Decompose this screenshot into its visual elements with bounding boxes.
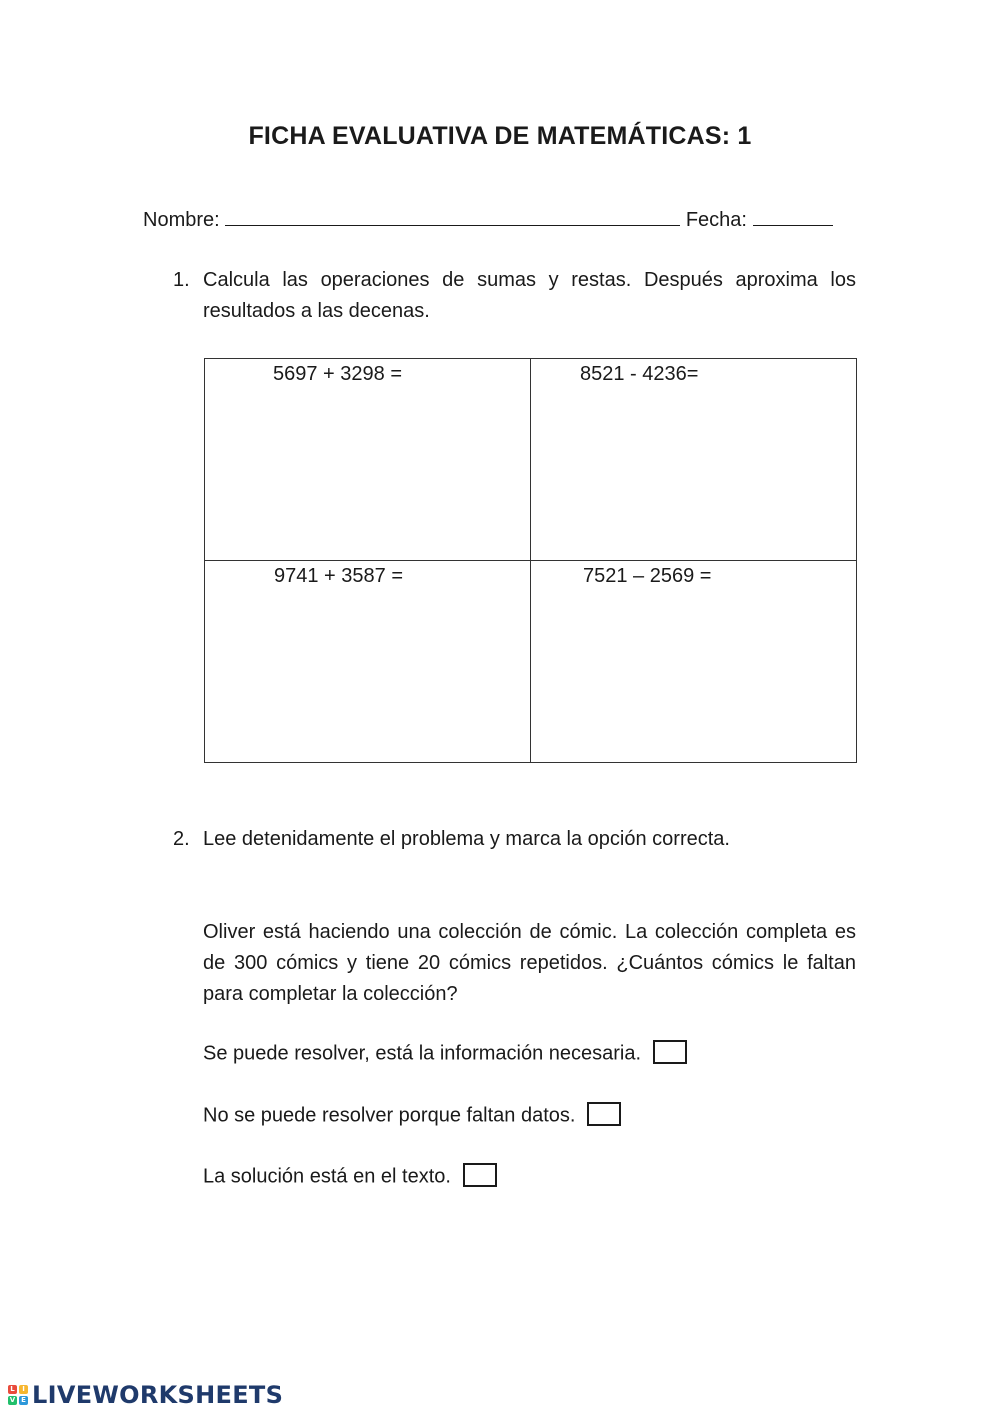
operations-table [204, 358, 857, 763]
operation-cell[interactable] [531, 561, 857, 763]
logo-square: V [9, 1396, 16, 1404]
option-label: La solución está en el texto. [203, 1165, 451, 1188]
question-2 [173, 824, 856, 855]
option-item [203, 1104, 621, 1128]
operation-text: 8521 - 4236= [580, 363, 699, 385]
name-field[interactable] [225, 205, 680, 226]
page-title: FICHA EVALUATIVA DE MATEMÁTICAS: 1 [248, 122, 752, 150]
question-1 [173, 265, 856, 327]
question-text: Calcula las operaciones de sumas y restas. Después aproxima los resultados a las decenas. [203, 269, 856, 322]
date-label: Fecha: [685, 209, 747, 231]
option-checkbox[interactable] [587, 1102, 621, 1126]
option-label: No se puede resolver porque faltan datos. [203, 1104, 576, 1127]
option-item [203, 1042, 687, 1066]
logo-square: I [19, 1385, 28, 1394]
option-item [203, 1165, 497, 1189]
operation-text: 9741 + 3587 = [274, 565, 404, 587]
problem-statement: Oliver está haciendo una colección de cómic. La colección completa es de 300 cómics y tiene 20 cómics repetidos. ¿Cuántos cómics le faltan para completar la colección? [203, 921, 856, 1005]
question-number: 1. [173, 269, 190, 291]
question-text: Lee detenidamente el problema y marca la opción correcta. [203, 828, 730, 850]
logo-square: E [19, 1396, 28, 1405]
option-checkbox[interactable] [653, 1040, 687, 1064]
date-field[interactable] [753, 205, 833, 226]
name-date-line [143, 205, 833, 232]
operation-cell[interactable] [205, 359, 531, 561]
option-checkbox[interactable] [463, 1163, 497, 1187]
operation-text: 5697 + 3298 = [273, 363, 403, 385]
footer-logo [8, 1381, 283, 1409]
liveworksheets-logo-icon [8, 1385, 28, 1405]
name-label: Nombre: [143, 209, 220, 231]
question-number: 2. [173, 828, 190, 850]
operation-cell[interactable] [531, 359, 857, 561]
operation-cell[interactable] [205, 561, 531, 763]
brand-name: LIVEWORKSHEETS [32, 1381, 284, 1409]
operation-text: 7521 – 2569 = [583, 565, 712, 587]
logo-square: L [8, 1385, 17, 1394]
option-label: Se puede resolver, está la información necesaria. [203, 1042, 642, 1065]
